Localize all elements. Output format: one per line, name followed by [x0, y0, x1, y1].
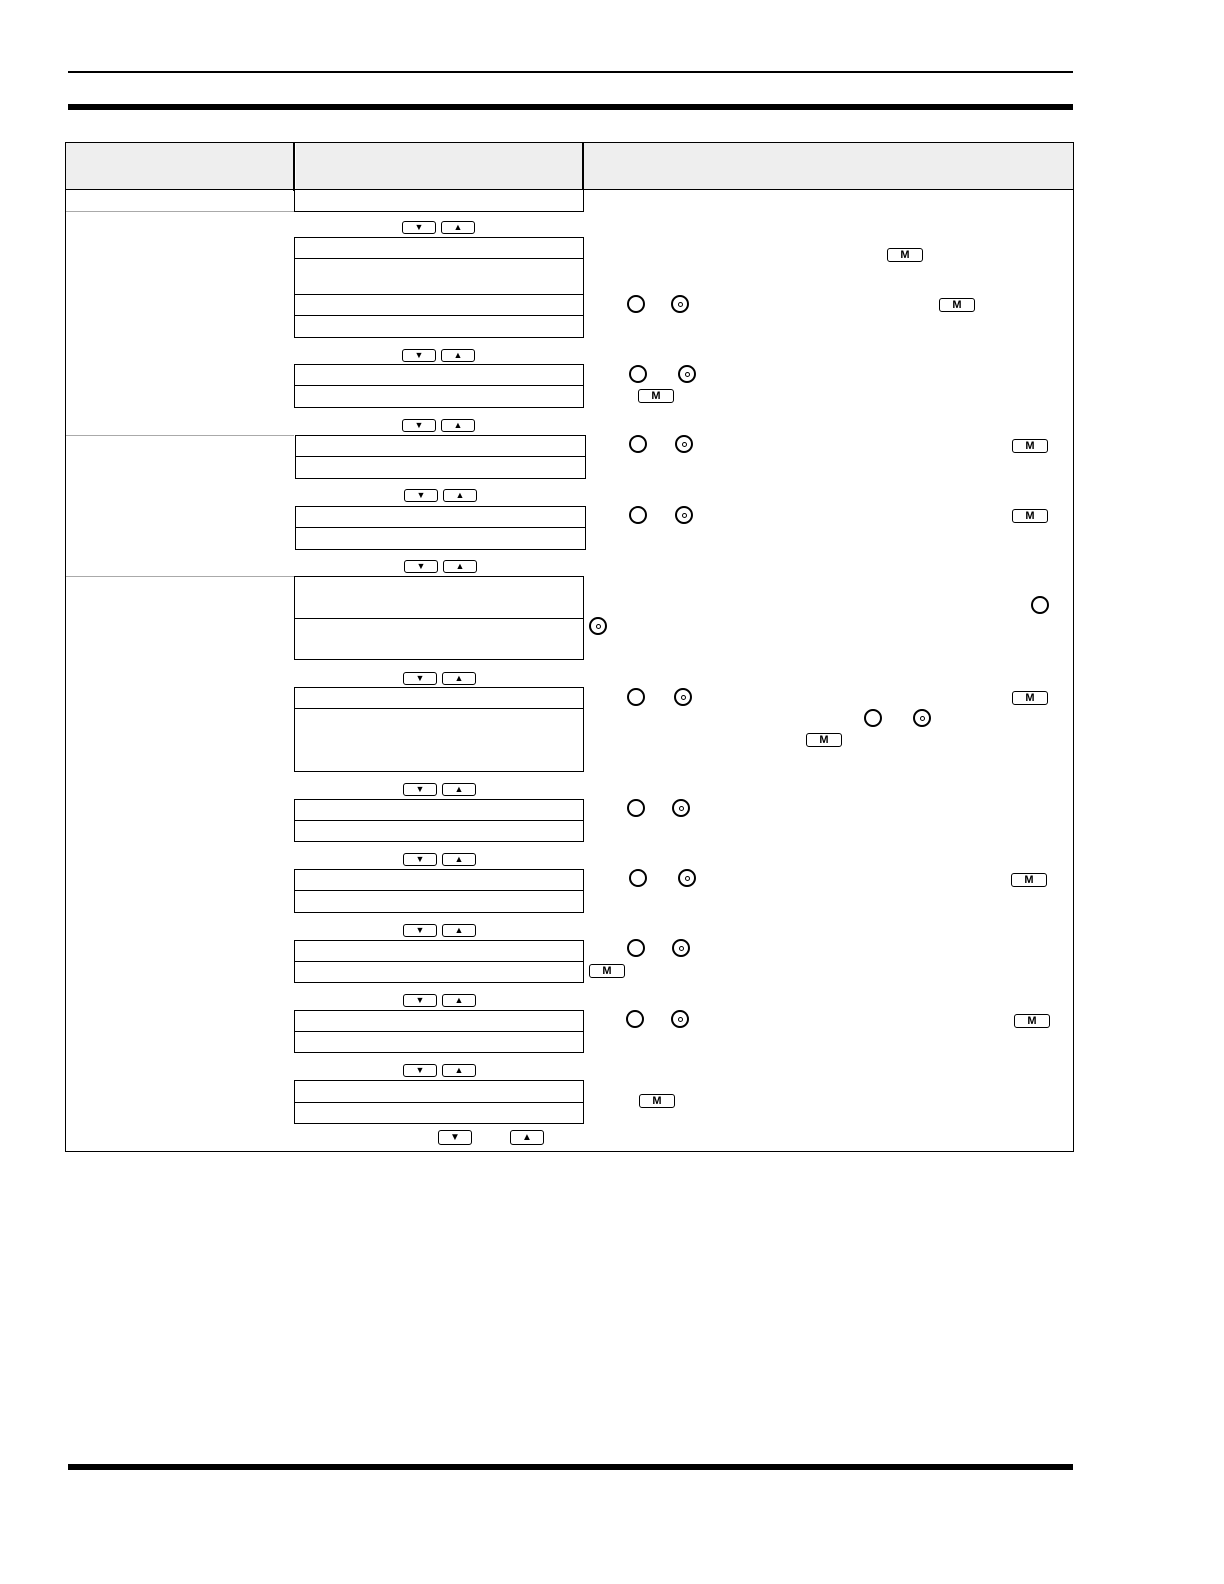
down-arrow-key[interactable]: ▼: [403, 853, 437, 866]
step-divider: [66, 435, 294, 436]
display-line: [294, 258, 584, 295]
up-arrow-key[interactable]: ▲: [441, 419, 475, 432]
header-divider-2: [582, 143, 584, 191]
down-arrow-key[interactable]: ▼: [438, 1130, 472, 1145]
volume-knob-icon: [913, 709, 931, 727]
display-line: [294, 237, 584, 259]
display-line: [294, 940, 584, 962]
step-divider: [66, 211, 294, 212]
channel-knob-icon: [629, 869, 647, 887]
volume-knob-icon: [672, 939, 690, 957]
channel-knob-icon: [864, 709, 882, 727]
menu-key-icon: M: [1012, 509, 1048, 523]
top-rule-thick: [68, 104, 1073, 110]
display-line: [294, 1010, 584, 1032]
display-line: [295, 435, 586, 457]
volume-knob-icon: [589, 617, 607, 635]
up-arrow-key[interactable]: ▲: [510, 1130, 544, 1145]
down-arrow-key[interactable]: ▼: [403, 924, 437, 937]
down-arrow-key[interactable]: ▼: [402, 221, 436, 234]
volume-knob-icon: [671, 1010, 689, 1028]
menu-key-icon: M: [639, 1094, 675, 1108]
channel-knob-icon: [626, 1010, 644, 1028]
display-line: [294, 618, 584, 660]
channel-knob-icon: [629, 435, 647, 453]
top-rule-thin: [68, 71, 1073, 73]
display-line: [294, 708, 584, 772]
menu-key-icon: M: [589, 964, 625, 978]
header-cell-step: [66, 143, 294, 190]
channel-knob-icon: [1031, 596, 1049, 614]
up-arrow-key[interactable]: ▲: [442, 994, 476, 1007]
down-arrow-key[interactable]: ▼: [403, 1064, 437, 1077]
display-line: [295, 506, 586, 528]
menu-key-icon: M: [806, 733, 842, 747]
down-arrow-key[interactable]: ▼: [404, 560, 438, 573]
volume-knob-icon: [678, 869, 696, 887]
menu-key-icon: M: [1012, 691, 1048, 705]
display-line: [294, 820, 584, 842]
channel-knob-icon: [627, 688, 645, 706]
volume-knob-icon: [675, 435, 693, 453]
display-line: [294, 869, 584, 891]
volume-knob-icon: [678, 365, 696, 383]
down-arrow-key[interactable]: ▼: [404, 489, 438, 502]
channel-knob-icon: [627, 939, 645, 957]
up-arrow-key[interactable]: ▲: [442, 1064, 476, 1077]
up-arrow-key[interactable]: ▲: [441, 349, 475, 362]
step-divider: [66, 576, 294, 577]
up-arrow-key[interactable]: ▲: [442, 924, 476, 937]
display-line: [294, 1080, 584, 1103]
down-arrow-key[interactable]: ▼: [403, 994, 437, 1007]
display-line: [294, 1031, 584, 1053]
down-arrow-key[interactable]: ▼: [403, 672, 437, 685]
display-line: [294, 364, 584, 386]
header-divider-1: [293, 143, 295, 191]
bottom-rule-thick: [68, 1464, 1073, 1470]
display-line: [294, 799, 584, 821]
volume-knob-icon: [671, 295, 689, 313]
volume-knob-icon: [674, 688, 692, 706]
up-arrow-key[interactable]: ▲: [442, 783, 476, 796]
display-line: [294, 687, 584, 709]
volume-knob-icon: [675, 506, 693, 524]
up-arrow-key[interactable]: ▲: [443, 560, 477, 573]
up-arrow-key[interactable]: ▲: [442, 672, 476, 685]
menu-key-icon: M: [1012, 439, 1048, 453]
display-line: [294, 315, 584, 338]
display-line: [295, 456, 586, 479]
display-line: [294, 385, 584, 408]
menu-key-icon: M: [939, 298, 975, 312]
menu-key-icon: M: [638, 389, 674, 403]
menu-key-icon: M: [1011, 873, 1047, 887]
display-line: [294, 1102, 584, 1124]
menu-key-icon: M: [1014, 1014, 1050, 1028]
display-line: [294, 961, 584, 983]
down-arrow-key[interactable]: ▼: [402, 419, 436, 432]
display-line: [294, 189, 584, 212]
header-cell-display: [296, 143, 582, 190]
display-line: [294, 576, 584, 619]
channel-knob-icon: [627, 799, 645, 817]
header-cell-description: [584, 143, 1073, 190]
down-arrow-key[interactable]: ▼: [402, 349, 436, 362]
up-arrow-key[interactable]: ▲: [443, 489, 477, 502]
menu-key-icon: M: [887, 248, 923, 262]
display-line: [295, 527, 586, 550]
channel-knob-icon: [629, 365, 647, 383]
channel-knob-icon: [629, 506, 647, 524]
up-arrow-key[interactable]: ▲: [441, 221, 475, 234]
down-arrow-key[interactable]: ▼: [403, 783, 437, 796]
channel-knob-icon: [627, 295, 645, 313]
display-line: [294, 890, 584, 913]
volume-knob-icon: [672, 799, 690, 817]
up-arrow-key[interactable]: ▲: [442, 853, 476, 866]
display-line: [294, 294, 584, 316]
